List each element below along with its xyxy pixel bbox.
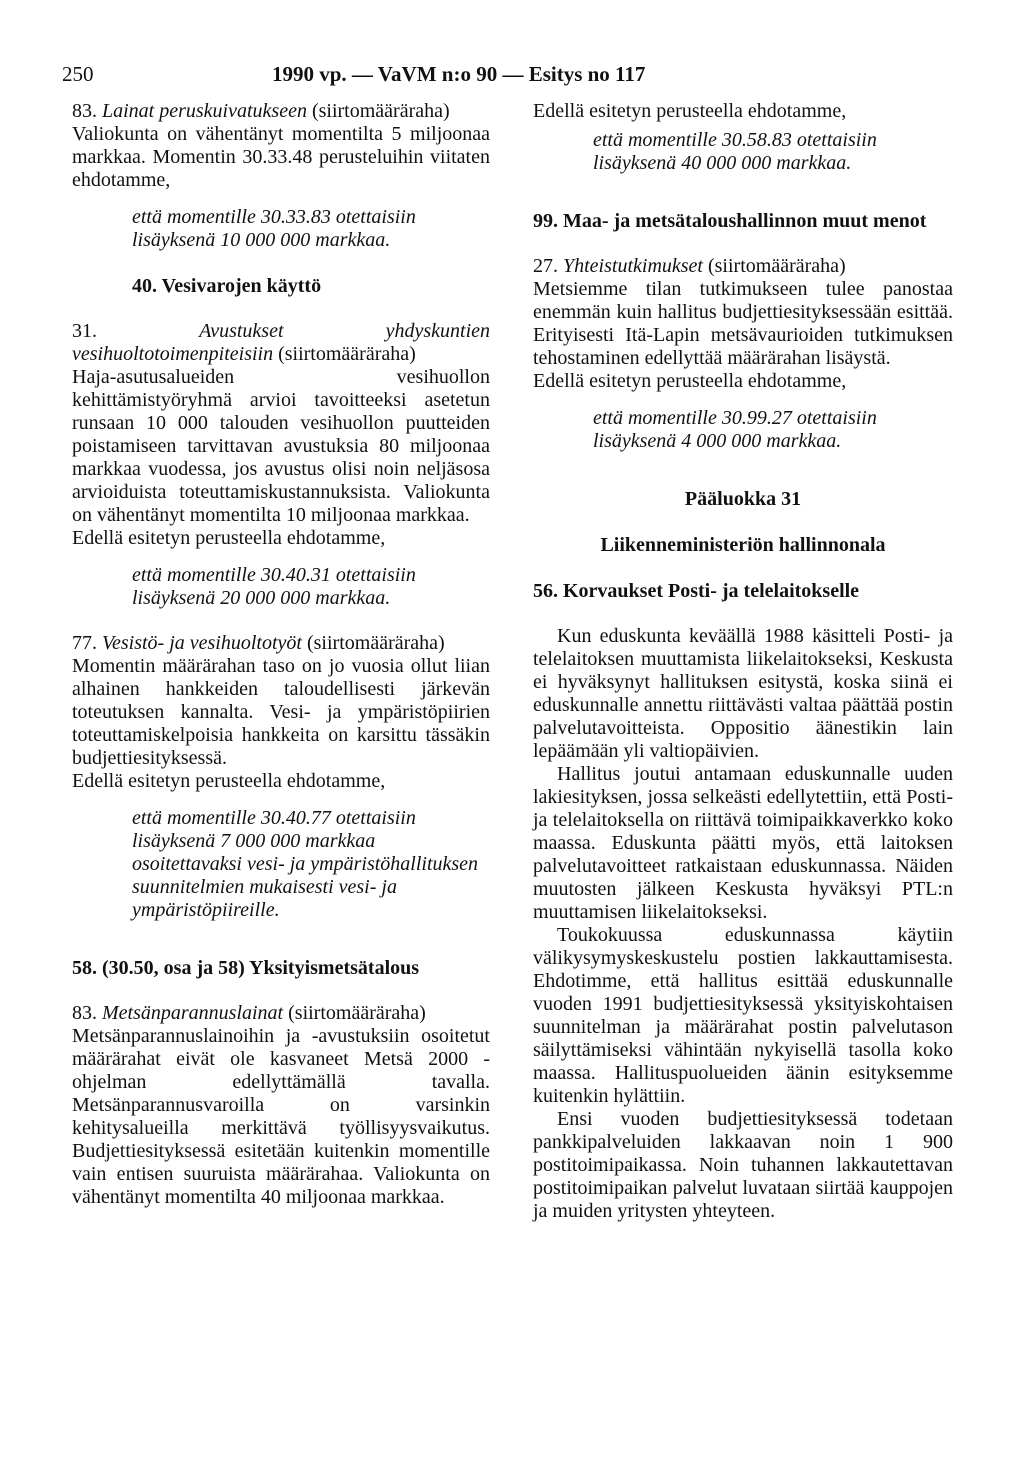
- running-title: 1990 vp. — VaVM n:o 90 — Esitys no 117: [272, 62, 646, 86]
- section-77-vesisto: [72, 632, 490, 922]
- main-class-heading: Pääluokka 31: [684, 488, 802, 510]
- item-type: (siirtomääräraha): [311, 100, 450, 122]
- proposal: että momentille 30.33.83 otettaisiin lisäyksenä 10 000 000 markkaa.: [132, 206, 416, 251]
- section-31-avustukset: [72, 320, 490, 610]
- paragraph: Hallitus joutui antamaan eduskunnalle uuden lakiesityksen, jossa selkeästi edellytettiin, että Posti- ja telelaitoksella on riittävä toimipaikkaverkko koko maassa. Eduskunta päätti myös, että laitoksen palvelutavoitteet ratkaistaan eduskunnassa. Näiden muutosten jälkeen Keskusta hyväksyi PTL:n muuttamisen liikelaitokseksi.: [533, 763, 953, 923]
- item-body: Metsänparannuslainoihin ja -avustuksiin osoitetut määrärahat eivät ole kasvaneet Metsä 2000 -ohjelman edellyttämällä tavalla. Metsänparannusvaroilla on varsinkin kehitysalueilla merkittävä työllisyysvaikutus. Budjettiesityksessä esitetään kuitenkin momentille vain entisen suuruista määrärahaa. Valiokunta on vähentänyt momentilta 40 miljoonaa markkaa.: [72, 1025, 490, 1208]
- proposal-lead: Edellä esitetyn perusteella ehdotamme,: [72, 527, 386, 549]
- item-title: Lainat peruskuivatukseen: [102, 100, 307, 122]
- proposal-lead: Edellä esitetyn perusteella ehdotamme,: [533, 370, 847, 392]
- section-heading-58: 58. (30.50, osa ja 58) Yksityismetsätalous: [72, 957, 420, 979]
- page-number: 250: [62, 62, 94, 86]
- item-title: Yhteistutkimukset: [563, 255, 703, 277]
- section-heading-99: 99. Maa- ja metsätaloushallinnon muut menot: [533, 210, 927, 232]
- page-header: [62, 62, 962, 98]
- proposal-lead: Edellä esitetyn perusteella ehdotamme,: [533, 100, 847, 122]
- item-type: (siirtomääräraha): [306, 632, 445, 654]
- item-title: Metsänparannuslainat: [102, 1002, 284, 1024]
- item-type: (siirtomääräraha): [288, 1002, 426, 1024]
- item-number: 27.: [533, 255, 558, 277]
- left-column: [72, 100, 490, 1209]
- proposal: että momentille 30.40.77 otettaisiin lisäyksenä 7 000 000 markkaa osoitettavaksi vesi- ja ympäristöhallituksen suunnitelmien mukaisesti vesi- ja ympäristöpiireille.: [132, 807, 479, 921]
- item-body: Haja-asutusalueiden vesihuollon kehittämistyöryhmä arvioi tavoitteeksi asetetun runsaan 10 000 talouden vesihuollon puutteiden poistamiseen tarvittavan avustuksia 80 miljoonaa markkaa vuodessa, jos avustus olisi noin neljäsosa arvioiduista toteuttamiskustannuksista. Valiokunta on vähentänyt momentilta 10 miljoonaa markkaa.: [72, 366, 490, 526]
- section-27-yhteistutkimukset: [533, 255, 953, 453]
- ministry-heading: Liikenneministeriön hallinnonala: [600, 534, 886, 556]
- item-number: 83.: [72, 1002, 97, 1024]
- proposal-lead: Edellä esitetyn perusteella ehdotamme,: [72, 770, 386, 792]
- item-type: (siirtomääräraha): [278, 343, 416, 365]
- item-type: (siirtomääräraha): [707, 255, 846, 277]
- section-83-metsanparannus: [72, 1002, 490, 1209]
- item-heading: [72, 100, 490, 123]
- item-title: Avustukset yhdyskuntien vesihuoltotoimenpiteisiin: [72, 320, 491, 365]
- section-heading-40: 40. Vesivarojen käyttö: [132, 275, 322, 297]
- paragraph: Ensi vuoden budjettiesityksessä todetaan pankkipalveluiden lakkaavan noin 1 900 postitoimipaikassa. Noin tuhannen lakkautettavan postitoimipaikan palvelut luvataan siirtää kauppojen ja muiden yritysten yhteyteen.: [533, 1108, 953, 1222]
- item-body: Momentin määrärahan taso on jo vuosia ollut liian alhainen hankkeiden taloudellisesti järkevän toteutuksen kannalta. Vesi- ja ympäristöpiirien toteuttamiskelpoisia hankkeita on karsittu tässäkin budjettiesityksessä.: [72, 655, 490, 769]
- paragraph: Toukokuussa eduskunnassa käytiin välikysymyskeskustelu postien lakkauttamisesta. Ehdotimme, että hallitus esittää eduskunnalle vuoden 1991 budjettiesityksessä yksityiskohtaisen suunnitelman ja määrärahat postin palvelutason säilyttämiseksi vähintään nykyisellä tasolla koko maassa. Hallituspuolueiden äänin esityksemme kuitenkin hylättiin.: [533, 924, 953, 1107]
- paragraph: Kun eduskunta keväällä 1988 käsitteli Posti- ja telelaitoksen muuttamista liikelaitokseksi, Keskusta ei hyväksynyt hallituksen esitystä, koska siinä ei eduskunnalle annettu riittävästi valtaa päättää postin palvelutavoitteista. Oppositio äänestikin lain lepäämään yli valtiopäivien.: [533, 625, 953, 762]
- item-title: Vesistö- ja vesihuoltotyöt: [102, 632, 302, 654]
- right-column: [533, 100, 953, 1223]
- proposal: että momentille 30.40.31 otettaisiin lisäyksenä 20 000 000 markkaa.: [132, 564, 416, 609]
- item-heading: [533, 255, 953, 278]
- item-heading: [72, 320, 490, 366]
- proposal: että momentille 30.99.27 otettaisiin lisäyksenä 4 000 000 markkaa.: [593, 407, 877, 452]
- proposal: että momentille 30.58.83 otettaisiin lisäyksenä 40 000 000 markkaa.: [593, 129, 877, 174]
- item-body: Valiokunta on vähentänyt momentilta 5 miljoonaa markkaa. Momentin 30.33.48 perusteluihin viitaten ehdotamme,: [72, 123, 490, 191]
- item-body: Metsiemme tilan tutkimukseen tulee panostaa enemmän kuin hallitus budjettiesityksessään esittää. Erityisesti Itä-Lapin metsävaurioiden tutkimuksen tehostaminen edellyttää määrärahan lisäystä.: [533, 278, 953, 369]
- item-number: 31.: [72, 320, 97, 342]
- item-number: 83.: [72, 100, 97, 122]
- item-heading: [72, 632, 490, 655]
- item-number: 77.: [72, 632, 97, 654]
- item-heading: [72, 1002, 490, 1025]
- section-83-lainat: [72, 100, 490, 252]
- section-heading-56: 56. Korvaukset Posti- ja telelaitokselle: [533, 580, 860, 602]
